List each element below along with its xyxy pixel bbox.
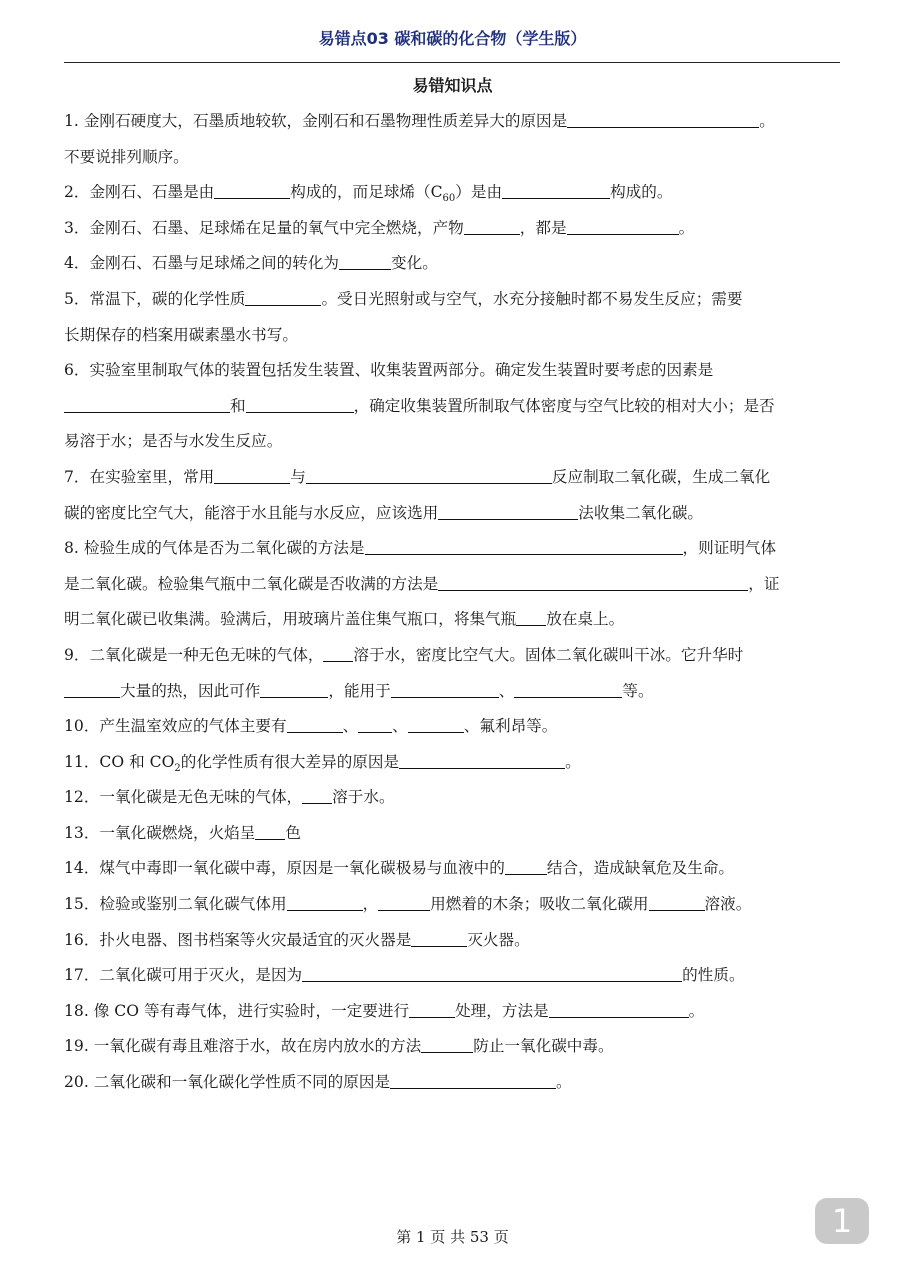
question-9: 9．二氧化碳是一种无色无味的气体， 溶于水，密度比空气大。固体二氧化碳叫干冰。它升华时	[64, 638, 844, 674]
answer-blank[interactable]	[505, 856, 547, 875]
question-2: 2．金刚石、石墨是由 构成的，而足球烯$(C_{60})$是由 构成的。	[64, 175, 844, 211]
answer-blank[interactable]	[438, 501, 578, 520]
answer-blank[interactable]	[214, 180, 290, 199]
answer-blank[interactable]	[245, 287, 321, 306]
question-1-continued: 不要说排列顺序。	[64, 147, 189, 166]
question-5-continued: 长期保存的档案用碳素墨水书写。	[64, 325, 298, 344]
answer-blank[interactable]	[391, 679, 499, 698]
answer-blank[interactable]	[323, 643, 353, 662]
section-title: 易错知识点	[412, 76, 493, 95]
answer-blank[interactable]	[358, 714, 392, 733]
answer-blank[interactable]	[287, 892, 363, 911]
answer-blank[interactable]	[214, 465, 290, 484]
answer-blank[interactable]	[378, 892, 430, 911]
page-number-badge[interactable]: 1	[815, 1198, 869, 1244]
question-6-continued: 和 ，确定收集装置所制取气体密度与空气比较的相对大小；是否	[64, 389, 844, 425]
answer-blank[interactable]	[649, 892, 705, 911]
answer-blank[interactable]	[408, 714, 464, 733]
answer-blank[interactable]	[365, 536, 683, 555]
answer-blank[interactable]	[302, 785, 332, 804]
answer-blank[interactable]	[502, 180, 610, 199]
question-8-continued: 明二氧化碳已收集满。验满后，用玻璃片盖住集气瓶口，将集气瓶 放在桌上。	[64, 602, 844, 638]
question-15: 15．检验或鉴别二氧化碳气体用 ， 用燃着的木条；吸收二氧化碳用 溶液。	[64, 887, 844, 923]
question-11: 11．CO 和 $CO_2$的化学性质有很大差异的原因是 。	[64, 745, 844, 781]
question-20: 20. 二氧化碳和一氧化碳化学性质不同的原因是 。	[64, 1065, 844, 1101]
answer-blank[interactable]	[246, 394, 354, 413]
question-8: 8. 检验生成的气体是否为二氧化碳的方法是 ，则证明气体	[64, 531, 844, 567]
question-7-continued: 碳的密度比空气大，能溶于水且能与水反应，应该选用 法收集二氧化碳。	[64, 496, 844, 532]
header-divider	[64, 62, 840, 63]
question-7: 7．在实验室里，常用 与 反应制取二氧化碳，生成二氧化	[64, 460, 844, 496]
answer-blank[interactable]	[567, 216, 679, 235]
answer-blank[interactable]	[306, 465, 552, 484]
question-list	[64, 104, 844, 1101]
answer-blank[interactable]	[464, 216, 520, 235]
answer-blank[interactable]	[287, 714, 343, 733]
question-3: 3．金刚石、石墨、足球烯在足量的氧气中完全燃烧，产物 ，都是 。	[64, 211, 844, 247]
question-8-continued: 是二氧化碳。检验集气瓶中二氧化碳是否收满的方法是 ，证	[64, 567, 844, 603]
question-13: 13．一氧化碳燃烧，火焰呈 色	[64, 816, 844, 852]
answer-blank[interactable]	[64, 679, 120, 698]
question-16: 16．扑火电器、图书档案等火灾最适宜的灭火器是 灭火器。	[64, 923, 844, 959]
question-18: 18. 像 CO 等有毒气体，进行实验时，一定要进行 处理，方法是 。	[64, 994, 844, 1030]
question-6-continued: 易溶于水；是否与水发生反应。	[64, 432, 283, 451]
question-17: 17．二氧化碳可用于灭火，是因为 的性质。	[64, 958, 844, 994]
answer-blank[interactable]	[409, 999, 455, 1018]
question-9-continued: 大量的热，因此可作 ，能用于 、 等。	[64, 674, 844, 710]
page-footer: 第 1 页 共 53 页	[396, 1228, 509, 1246]
question-12: 12．一氧化碳是无色无味的气体， 溶于水。	[64, 780, 844, 816]
question-19: 19. 一氧化碳有毒且难溶于水，故在房内放水的方法 防止一氧化碳中毒。	[64, 1029, 844, 1065]
answer-blank[interactable]	[399, 750, 565, 769]
answer-blank[interactable]	[567, 109, 759, 128]
answer-blank[interactable]	[339, 251, 391, 270]
question-4: 4．金刚石、石墨与足球烯之间的转化为 变化。	[64, 246, 844, 282]
answer-blank[interactable]	[438, 572, 748, 591]
answer-blank[interactable]	[255, 821, 285, 840]
question-14: 14．煤气中毒即一氧化碳中毒，原因是一氧化碳极易与血液中的 结合，造成缺氧危及生命。	[64, 851, 844, 887]
answer-blank[interactable]	[514, 679, 622, 698]
answer-blank[interactable]	[411, 928, 467, 947]
answer-blank[interactable]	[64, 394, 230, 413]
answer-blank[interactable]	[421, 1034, 473, 1053]
answer-blank[interactable]	[390, 1070, 556, 1089]
answer-blank[interactable]	[260, 679, 328, 698]
page-header-title: 易错点03 碳和碳的化合物（学生版）	[318, 29, 587, 48]
question-1: 1. 金刚石硬度大，石墨质地较软，金刚石和石墨物理性质差异大的原因是 。	[64, 104, 844, 140]
question-5: 5．常温下，碳的化学性质 。受日光照射或与空气，水充分接触时都不易发生反应；需要	[64, 282, 844, 318]
question-10: 10．产生温室效应的气体主要有 、 、 、氟利昂等。	[64, 709, 844, 745]
answer-blank[interactable]	[302, 963, 682, 982]
answer-blank[interactable]	[516, 607, 546, 626]
question-6: 6．实验室里制取气体的装置包括发生装置、收集装置两部分。确定发生装置时要考虑的因素是	[64, 361, 714, 380]
answer-blank[interactable]	[549, 999, 689, 1018]
